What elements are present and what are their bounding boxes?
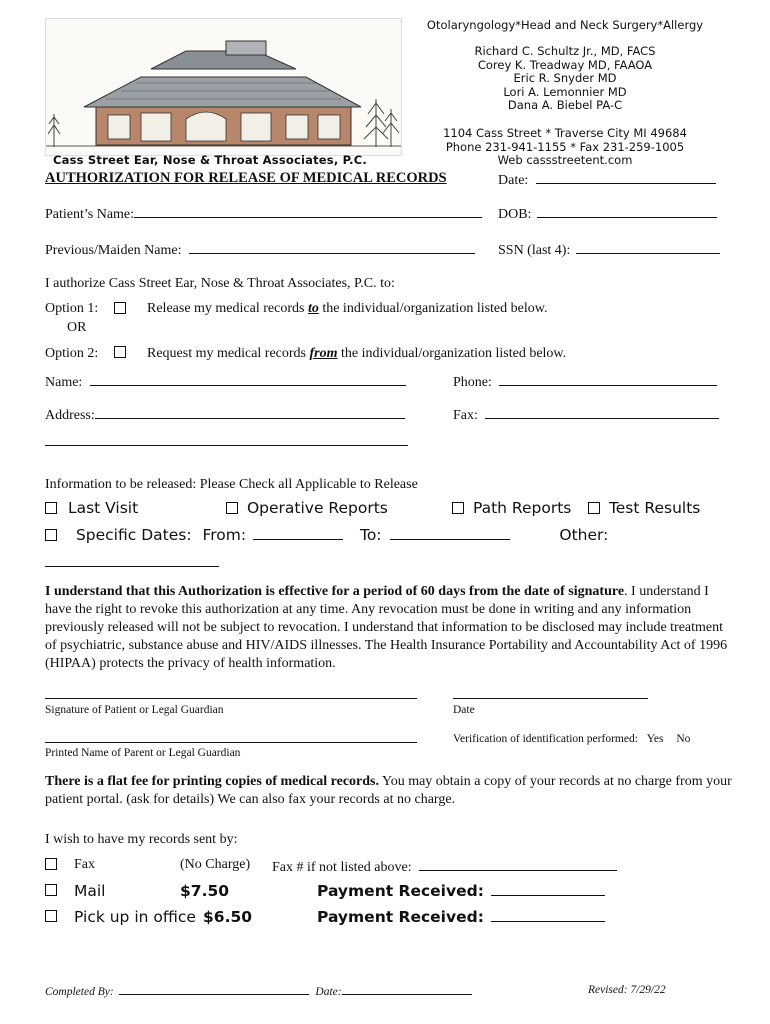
info-release-label: Information to be released: Please Check all Applicable to Release xyxy=(45,477,418,492)
or-label: OR xyxy=(67,320,87,335)
completed-by-label: Completed By: xyxy=(45,986,114,998)
option2-keyword: from xyxy=(309,346,338,361)
ssn-row xyxy=(498,240,720,259)
maiden-name-field[interactable] xyxy=(189,240,475,254)
from-label: From: xyxy=(202,526,247,544)
verification-no[interactable]: No xyxy=(676,733,691,745)
completed-by-field[interactable] xyxy=(119,984,309,995)
check-last-visit-label: Last Visit xyxy=(67,499,139,517)
verification-row xyxy=(453,733,690,745)
pickup-payment-field[interactable] xyxy=(491,908,605,922)
date-row xyxy=(498,170,716,189)
sent-by-label: I wish to have my records sent by: xyxy=(45,832,238,847)
mail-payment-label: Payment Received: xyxy=(317,882,484,900)
date-label: Date: xyxy=(498,173,529,188)
check-path-reports-label: Path Reports xyxy=(472,499,572,517)
other-field[interactable] xyxy=(45,553,219,567)
maiden-name-label: Previous/Maiden Name: xyxy=(45,243,182,258)
practice-website: Web cassstreetent.com xyxy=(497,153,633,167)
checkbox[interactable] xyxy=(45,529,57,541)
option1-label: Option 1: xyxy=(45,301,99,316)
pickup-option-label: Pick up in office xyxy=(74,908,196,926)
mail-price: $7.50 xyxy=(180,882,230,900)
recipient-address-field[interactable] xyxy=(95,405,405,419)
recipient-phone-label: Phone: xyxy=(453,375,492,390)
patient-name-label: Patient’s Name: xyxy=(45,207,135,222)
checkbox[interactable] xyxy=(588,502,600,514)
recipient-name-row xyxy=(45,372,406,391)
option1-keyword: to xyxy=(307,301,319,316)
to-label: To: xyxy=(359,526,382,544)
pickup-price: $6.50 xyxy=(203,908,253,926)
footer-date-label: Date: xyxy=(315,986,342,998)
option1-checkbox[interactable] xyxy=(114,302,126,314)
check-path-reports[interactable] xyxy=(452,499,571,517)
check-last-visit[interactable] xyxy=(45,499,138,517)
specialties-text: Otolaryngology*Head and Neck Surgery*Allergy xyxy=(426,18,704,32)
checkbox[interactable] xyxy=(452,502,464,514)
ssn-field[interactable] xyxy=(576,240,720,254)
fax-option-label: Fax xyxy=(74,857,95,872)
check-test-results-label: Test Results xyxy=(608,499,701,517)
pickup-checkbox[interactable] xyxy=(45,910,57,922)
fax-checkbox[interactable] xyxy=(45,858,57,870)
maiden-name-row xyxy=(45,240,475,259)
fee-bold-text: There is a flat fee for printing copies of medical records. xyxy=(45,774,379,789)
fax-number-label: Fax # if not listed above: xyxy=(272,860,412,875)
practice-building-logo xyxy=(45,18,402,156)
patient-name-row xyxy=(45,204,482,223)
mail-payment-field[interactable] xyxy=(491,882,605,896)
date-field[interactable] xyxy=(536,170,716,184)
ssn-label: SSN (last 4): xyxy=(498,243,571,258)
option2-text xyxy=(147,346,566,362)
pickup-payment-row xyxy=(317,908,605,926)
building-illustration xyxy=(46,19,402,156)
recipient-phone-field[interactable] xyxy=(499,372,717,386)
recipient-address-line2[interactable] xyxy=(45,432,408,446)
completed-by-row xyxy=(45,984,472,998)
recipient-fax-field[interactable] xyxy=(485,405,719,419)
authorization-paragraph xyxy=(45,583,735,673)
mail-payment-row xyxy=(317,882,605,900)
pickup-payment-label: Payment Received: xyxy=(317,908,484,926)
fee-paragraph xyxy=(45,773,735,809)
footer-date-field[interactable] xyxy=(342,984,472,995)
dob-row xyxy=(498,204,717,223)
recipient-name-label: Name: xyxy=(45,375,83,390)
dob-field[interactable] xyxy=(537,204,717,218)
option2-text-post: the individual/organization listed below. xyxy=(337,346,567,361)
practice-phone-fax: Phone 231-941-1155 * Fax 231-259-1005 xyxy=(445,139,685,154)
authorization-rest-text: . I understand I have the right to revoke this authorization at any time. Any revocation must be done in writing and any information previously released will not be subject to revocation. I understand that information to be disclosed may include treatment of psychiatric, substance abuse and HIV/AIDS illnesses. The Health Insurance Portability and Accountability Act of 1996 (HIPAA) protects the privacy of health information. xyxy=(45,584,728,671)
signature-date-field[interactable] xyxy=(453,685,648,699)
contact-block xyxy=(415,127,715,168)
mail-checkbox[interactable] xyxy=(45,884,57,896)
authorize-text: I authorize Cass Street Ear, Nose & Throat Associates, P.C. to: xyxy=(45,276,395,291)
fee-rest-text: You may obtain a copy of your records at no charge from your patient portal. (ask for details) We can also fax your records at no charge. xyxy=(45,774,732,807)
fax-number-field[interactable] xyxy=(419,857,617,871)
signature-date-label: Date xyxy=(453,704,475,716)
check-operative-reports[interactable] xyxy=(226,499,388,517)
signature-label: Signature of Patient or Legal Guardian xyxy=(45,704,224,716)
option1-text xyxy=(147,301,547,317)
option1-text-post: the individual/organization listed below. xyxy=(318,301,548,316)
authorization-bold-text: I understand that this Authorization is effective for a period of 60 days from the date of signature xyxy=(45,584,625,599)
dob-label: DOB: xyxy=(498,207,532,222)
printed-name-label: Printed Name of Parent or Legal Guardian xyxy=(45,747,241,759)
revised-date: Revised: 7/29/22 xyxy=(588,984,666,996)
recipient-fax-row xyxy=(453,405,719,424)
check-specific-dates[interactable] xyxy=(45,526,608,544)
option2-text-pre: Request my medical records xyxy=(147,346,310,361)
checkbox[interactable] xyxy=(45,502,57,514)
provider-list xyxy=(415,45,715,113)
checkbox[interactable] xyxy=(226,502,238,514)
verification-yes[interactable]: Yes xyxy=(646,733,664,745)
provider-name: Dana A. Biebel PA-C xyxy=(507,98,623,112)
option2-checkbox[interactable] xyxy=(114,346,126,358)
fax-number-row xyxy=(272,857,617,876)
specific-dates-label: Specific Dates: xyxy=(75,526,192,544)
practice-name: Cass Street Ear, Nose & Throat Associates, P.C. xyxy=(53,153,367,167)
check-operative-reports-label: Operative Reports xyxy=(246,499,388,517)
other-label: Other: xyxy=(559,526,609,544)
provider-name: Eric R. Snyder MD xyxy=(513,71,617,85)
from-date-field[interactable] xyxy=(253,526,343,540)
provider-name: Richard C. Schultz Jr., MD, FACS xyxy=(474,44,656,58)
recipient-fax-label: Fax: xyxy=(453,408,478,423)
check-test-results[interactable] xyxy=(588,499,700,517)
recipient-address-row xyxy=(45,405,405,424)
verification-label: Verification of identification performed: xyxy=(453,733,638,745)
option2-label: Option 2: xyxy=(45,346,99,361)
recipient-address-label: Address: xyxy=(45,408,95,423)
mail-option-label: Mail xyxy=(74,882,106,900)
option1-text-pre: Release my medical records xyxy=(147,301,308,316)
signature-field[interactable] xyxy=(45,685,417,699)
practice-address: 1104 Cass Street * Traverse City MI 49684 xyxy=(443,126,687,140)
recipient-phone-row xyxy=(453,372,717,391)
printed-name-field[interactable] xyxy=(45,729,417,743)
patient-name-field[interactable] xyxy=(134,204,482,218)
recipient-name-field[interactable] xyxy=(90,372,406,386)
form-title: AUTHORIZATION FOR RELEASE OF MEDICAL RECORDS xyxy=(45,170,447,186)
to-date-field[interactable] xyxy=(390,526,510,540)
provider-name: Lori A. Lemonnier MD xyxy=(503,84,627,99)
provider-name: Corey K. Treadway MD, FAAOA xyxy=(477,57,653,72)
fax-charge: (No Charge) xyxy=(180,857,251,872)
